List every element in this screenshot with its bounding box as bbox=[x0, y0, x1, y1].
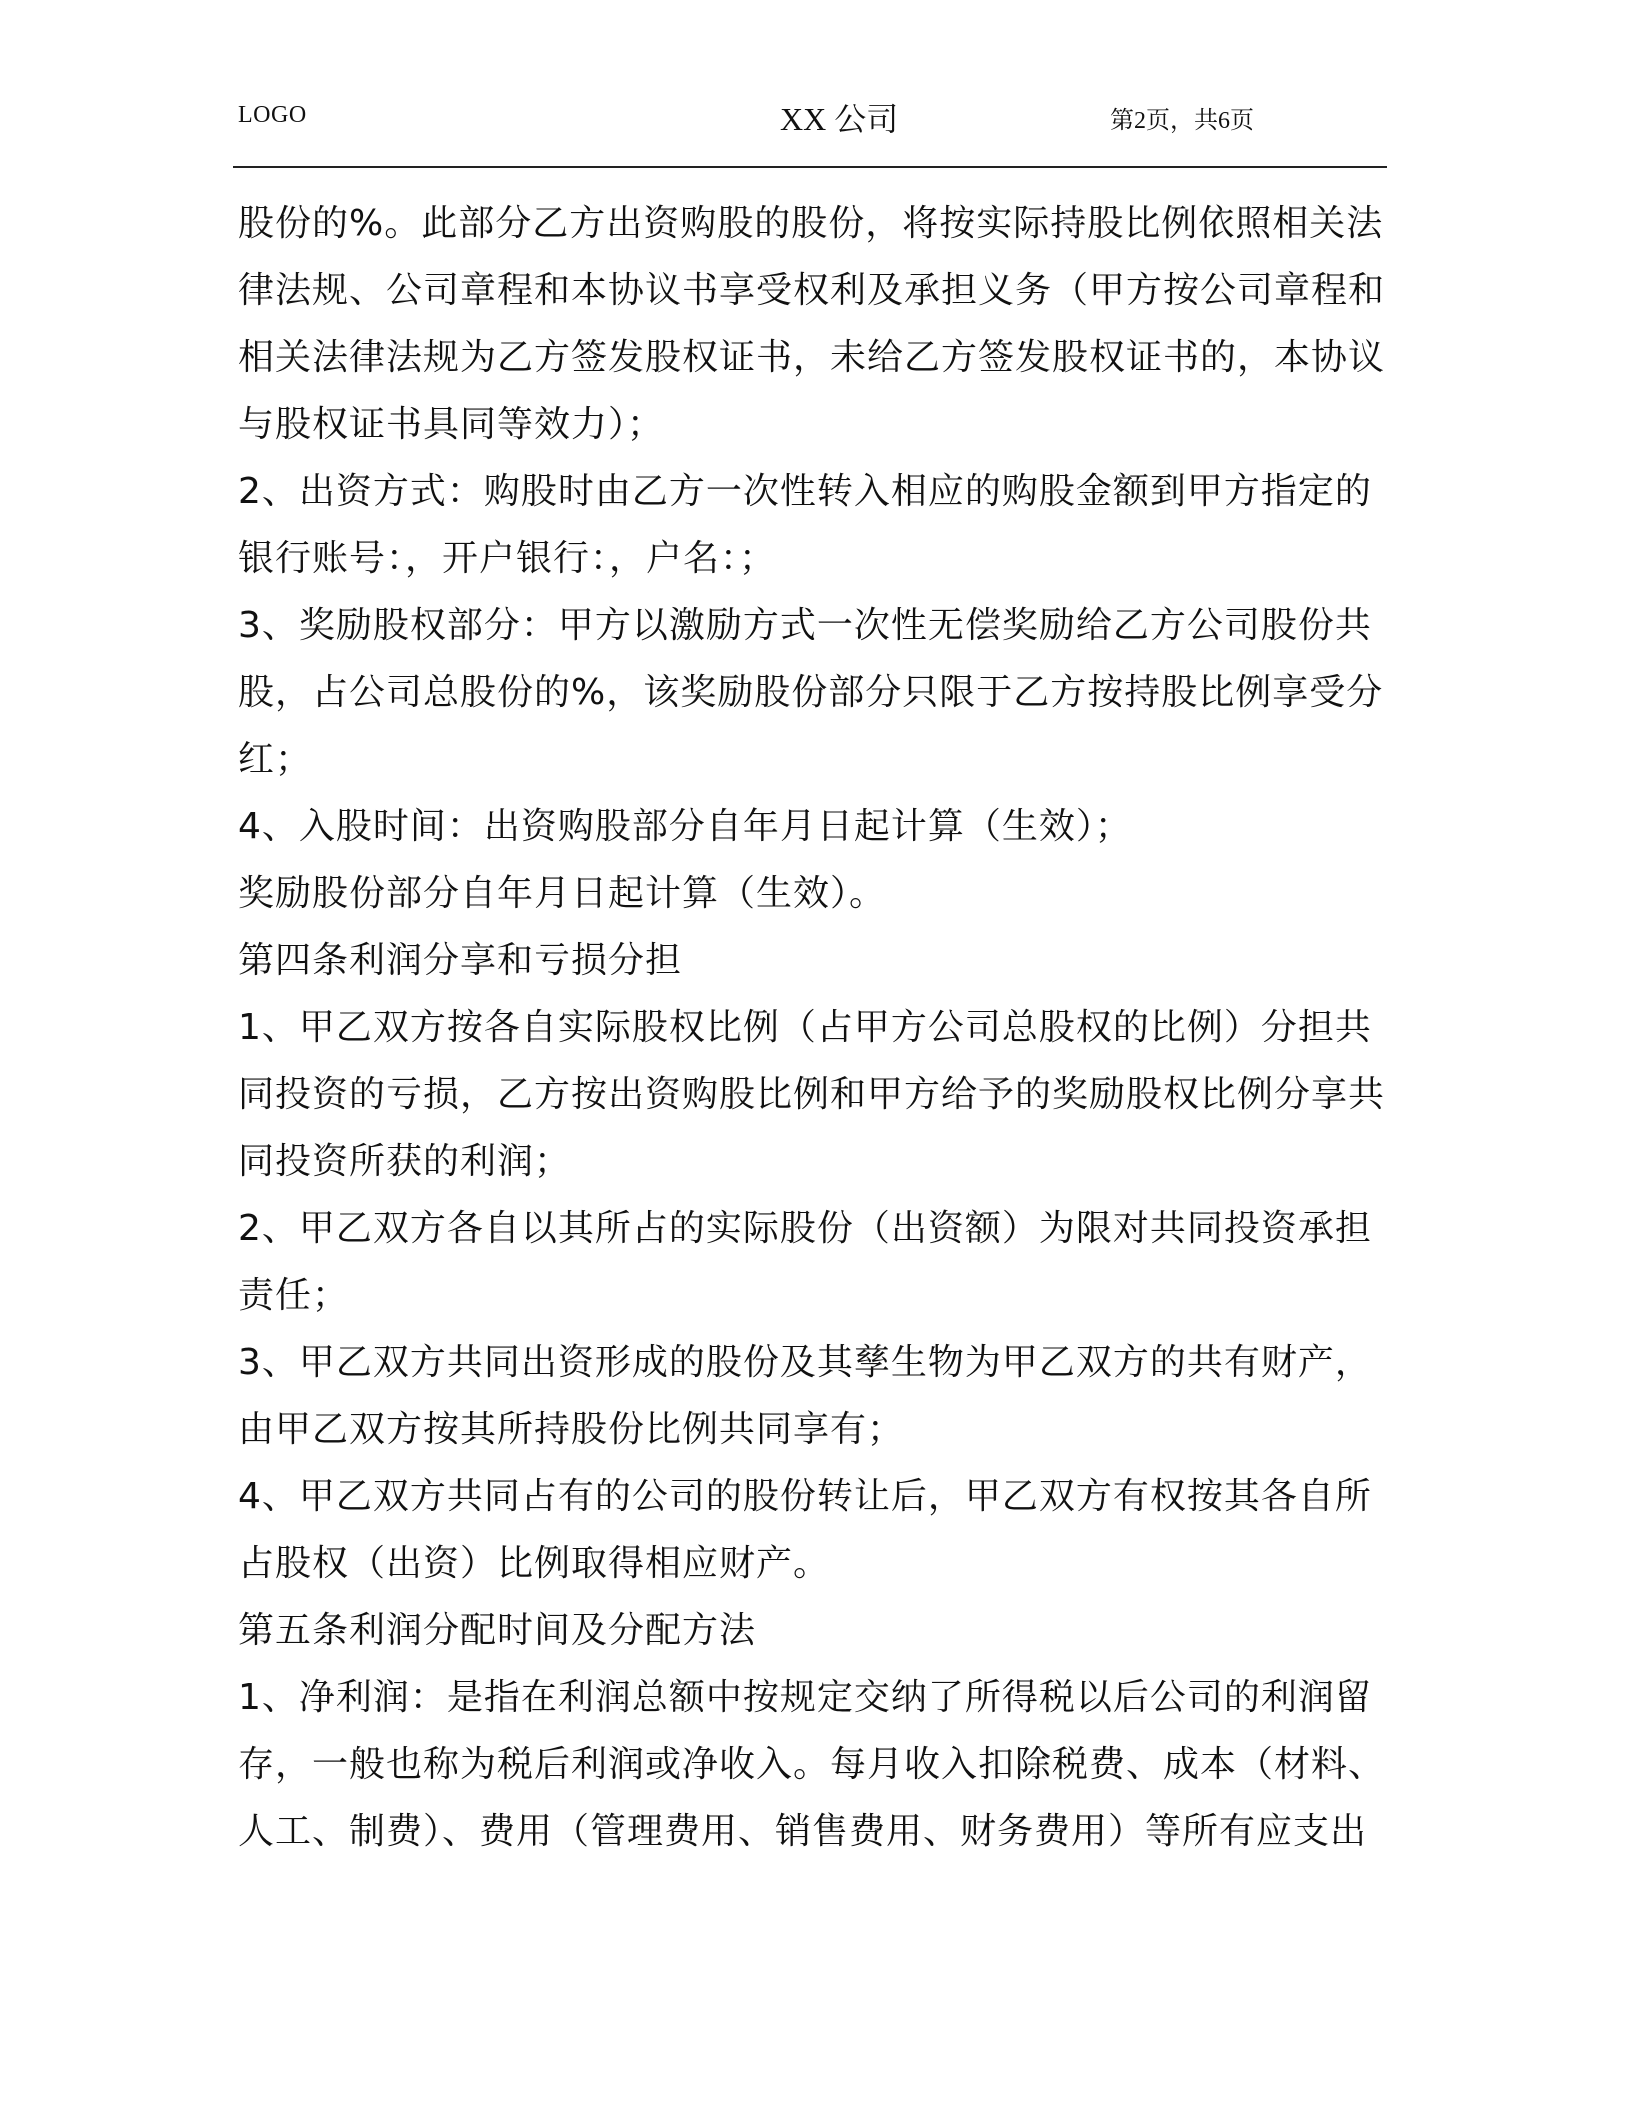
text-line: 由甲乙双方按其所持股份比例共同享有； bbox=[238, 1409, 905, 1450]
text-line: 第四条利润分享和亏损分担 bbox=[238, 940, 683, 981]
text-line: 同投资的亏损，乙方按出资购股比例和甲方给予的奖励股权比例分享共 bbox=[238, 1074, 1386, 1115]
text-line: 4、入股时间：出资购股部分自年月日起计算（生效）； bbox=[238, 806, 1132, 847]
text-line: 2、出资方式：购股时由乙方一次性转入相应的购股金额到甲方指定的 bbox=[238, 471, 1372, 512]
header-company-name: XX 公司 bbox=[780, 101, 899, 137]
text-line: 存，一般也称为税后利润或净收入。每月收入扣除税费、成本（材料、 bbox=[238, 1744, 1386, 1785]
document-body bbox=[238, 190, 1388, 1865]
header-divider bbox=[233, 166, 1387, 168]
text-line: 银行账号：，开户银行：，户名：； bbox=[238, 538, 777, 579]
text-line: 红； bbox=[238, 739, 313, 780]
text-line: 第五条利润分配时间及分配方法 bbox=[238, 1610, 757, 1651]
text-line: 4、甲乙双方共同占有的公司的股份转让后，甲乙双方有权按其各自所 bbox=[238, 1476, 1372, 1517]
text-line: 相关法律法规为乙方签发股权证书，未给乙方签发股权证书的，本协议 bbox=[238, 337, 1386, 378]
text-line: 2、甲乙双方各自以其所占的实际股份（出资额）为限对共同投资承担 bbox=[238, 1208, 1372, 1249]
text-line: 人工、制费）、费用（管理费用、销售费用、财务费用）等所有应支出 bbox=[238, 1811, 1368, 1852]
text-line: 占股权（出资）比例取得相应财产。 bbox=[238, 1543, 831, 1584]
text-line: 同投资所获的利润； bbox=[238, 1141, 572, 1182]
text-line: 奖励股份部分自年月日起计算（生效）。 bbox=[238, 873, 887, 914]
text-line: 律法规、公司章程和本协议书享受权利及承担义务（甲方按公司章程和 bbox=[238, 270, 1386, 311]
text-line: 1、净利润：是指在利润总额中按规定交纳了所得税以后公司的利润留 bbox=[238, 1677, 1372, 1718]
text-line: 1、甲乙双方按各自实际股权比例（占甲方公司总股权的比例）分担共 bbox=[238, 1007, 1372, 1048]
text-line: 与股权证书具同等效力）； bbox=[238, 404, 665, 445]
text-line: 3、奖励股权部分：甲方以激励方式一次性无偿奖励给乙方公司股份共 bbox=[238, 605, 1372, 646]
text-line: 责任； bbox=[238, 1275, 350, 1316]
header-page-number: 第2页，共6页 bbox=[1110, 108, 1254, 134]
text-line: 股份的%。此部分乙方出资购股的股份，将按实际持股比例依照相关法 bbox=[238, 203, 1384, 244]
text-line: 3、甲乙双方共同出资形成的股份及其孳生物为甲乙双方的共有财产， bbox=[238, 1342, 1372, 1383]
text-line: 股，占公司总股份的%，该奖励股份部分只限于乙方按持股比例享受分 bbox=[238, 672, 1384, 713]
header-logo: LOGO bbox=[238, 102, 307, 128]
